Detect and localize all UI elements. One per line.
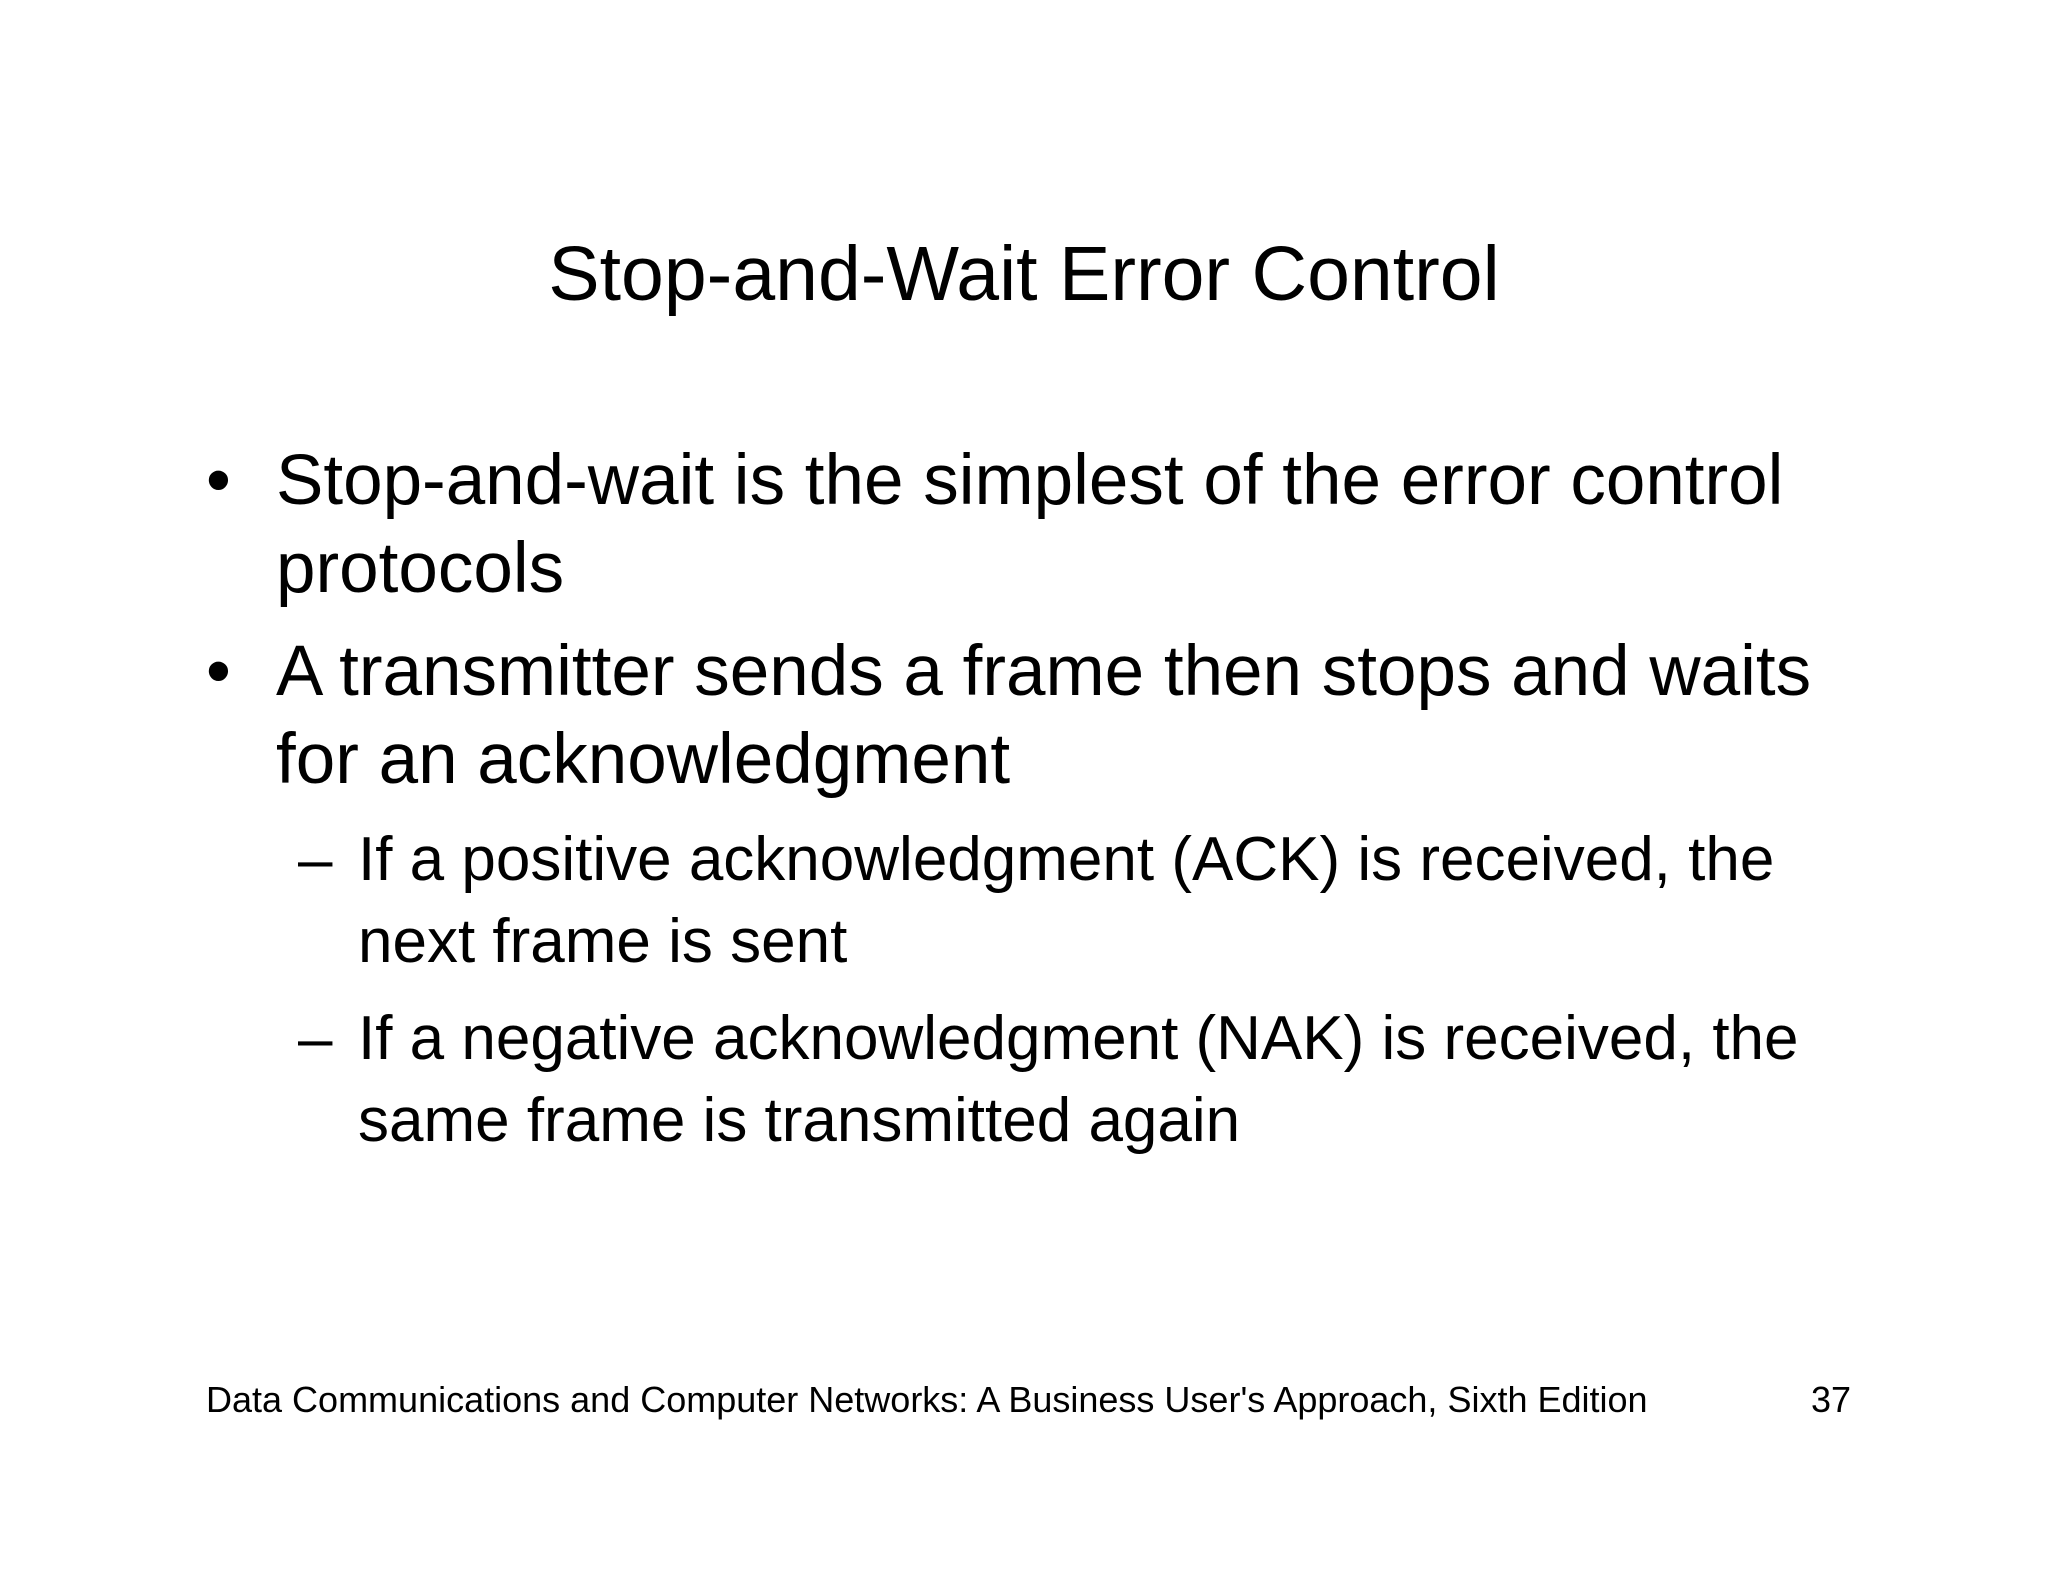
sub-bullet-marker: –	[298, 1004, 333, 1073]
slide-title: Stop-and-Wait Error Control	[548, 231, 1500, 317]
slide-footer: Data Communications and Computer Networks: A Business User's Approach, Sixth Edition	[206, 1379, 1648, 1420]
bullet-marker: •	[206, 441, 231, 520]
bullet-marker: •	[206, 632, 231, 711]
bullet-item	[206, 628, 1866, 808]
sub-bullet-item	[298, 998, 1858, 1168]
sub-bullet-text: If a negative acknowledgment (NAK) is received, the same frame is transmitted again	[358, 1004, 1799, 1155]
page-number: 37	[1810, 1379, 1851, 1420]
bullet-item	[206, 437, 1866, 617]
sub-bullet-text: If a positive acknowledgment (ACK) is received, the next frame is sent	[358, 825, 1775, 976]
bullet-text: A transmitter sends a frame then stops and waits for an acknowledgment	[276, 632, 1812, 799]
sub-bullet-marker: –	[298, 825, 333, 894]
sub-bullet-item	[298, 819, 1858, 989]
bullet-text: Stop-and-wait is the simplest of the error control protocols	[276, 441, 1784, 608]
